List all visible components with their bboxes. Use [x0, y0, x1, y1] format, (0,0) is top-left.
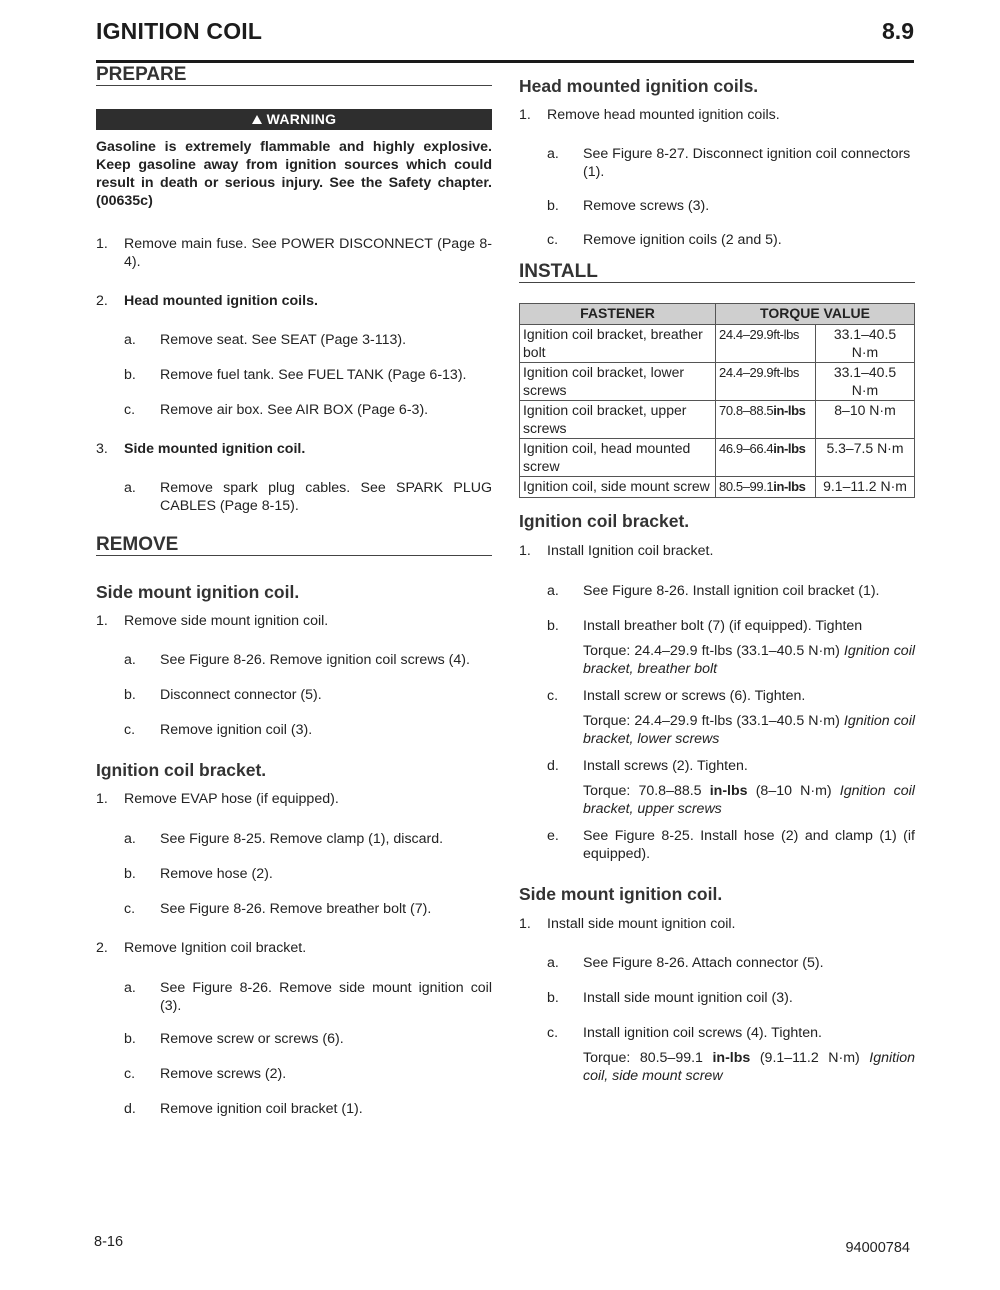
- remove-bracket-heading: Ignition coil bracket.: [96, 760, 267, 780]
- list-item: 1. Remove EVAP hose (if equipped).: [96, 791, 339, 807]
- torque-spec: Torque: 24.4–29.9 ft-lbs (33.1–40.5 N·m) Ignition coil bracket, lower screws: [583, 712, 915, 747]
- remove-heading: REMOVE: [96, 536, 492, 556]
- table-row: Ignition coil bracket, upper screws 70.8–88.5in-lbs 8–10 N·m: [520, 401, 915, 439]
- list-item: b. Remove screw or screws (6).: [124, 1031, 344, 1047]
- column-header: TORQUE VALUE: [716, 304, 915, 325]
- torque-spec: Torque: 24.4–29.9 ft-lbs (33.1–40.5 N·m) Ignition coil bracket, breather bolt: [583, 642, 915, 677]
- right-column: [519, 66, 915, 1085]
- document-number: 94000784: [845, 1240, 910, 1256]
- list-item: b. Remove fuel tank. See FUEL TANK (Page 6-13).: [124, 367, 467, 383]
- list-item: c. Remove ignition coil (3).: [124, 722, 313, 738]
- list-item: a. See Figure 8-26. Remove ignition coil screws (4).: [124, 652, 470, 668]
- remove-head-mounted-heading: Head mounted ignition coils.: [519, 76, 759, 96]
- list-item: b. Install breather bolt (7) (if equipped). Tighten: [547, 617, 863, 634]
- torque-spec: Torque: 80.5–99.1 in-lbs (9.1–11.2 N·m) Ignition coil, side mount screw: [583, 1049, 916, 1084]
- list-item: d. Remove ignition coil bracket (1).: [124, 1101, 363, 1117]
- install-bracket-heading: Ignition coil bracket.: [519, 510, 690, 531]
- warning-text: Gasoline is extremely flammable and highly explosive. Keep gasoline away from ignition sources which could result in death or serious injury. See the Safety chapter. (00635c): [96, 139, 492, 209]
- list-item: 1. Install Ignition coil bracket.: [519, 542, 714, 559]
- page-header: [96, 14, 914, 63]
- list-item: 1. Install side mount ignition coil.: [519, 915, 736, 932]
- install-side-mount-heading: Side mount ignition coil.: [519, 883, 723, 904]
- table-row: Ignition coil bracket, breather bolt 24.4–29.9ft-lbs 33.1–40.5 N·m: [520, 325, 915, 363]
- list-item: a. Remove seat. See SEAT (Page 3-113).: [124, 332, 407, 348]
- list-item: e. See Figure 8-25. Install hose (2) and clamp (1) (if equipped).: [547, 827, 915, 862]
- page-number: 8-16: [94, 1234, 124, 1250]
- list-item: a. See Figure 8-26. Install ignition coil bracket (1).: [547, 582, 880, 599]
- prepare-heading: PREPARE: [96, 66, 492, 86]
- list-item: 3. Side mounted ignition coil.: [96, 441, 306, 457]
- list-item: 1. Remove main fuse. See POWER DISCONNECT (Page 8-4).: [96, 236, 492, 270]
- warning-bar: [96, 109, 492, 130]
- left-column: [96, 66, 492, 1118]
- list-item: a. See Figure 8-26. Remove side mount ignition coil (3).: [124, 980, 492, 1014]
- list-item: b. Install side mount ignition coil (3).: [547, 989, 793, 1006]
- list-item: a. See Figure 8-25. Remove clamp (1), discard.: [124, 831, 444, 847]
- list-item: a. See Figure 8-26. Attach connector (5).: [547, 954, 824, 971]
- table-row: Ignition coil, side mount screw 80.5–99.1in-lbs 9.1–11.2 N·m: [520, 477, 915, 498]
- torque-table: [519, 303, 915, 498]
- list-item: b. Disconnect connector (5).: [124, 687, 322, 703]
- table-row: Ignition coil bracket, lower screws 24.4–29.9ft-lbs 33.1–40.5 N·m: [520, 363, 915, 401]
- list-item: b. Remove screws (3).: [547, 198, 710, 214]
- list-item: 1. Remove head mounted ignition coils.: [519, 107, 780, 123]
- list-item: d. Install screws (2). Tighten.: [547, 757, 748, 774]
- list-item: a. See Figure 8-27. Disconnect ignition coil connectors (1).: [547, 146, 911, 180]
- list-item: b. Remove hose (2).: [124, 866, 273, 882]
- warning-icon: [252, 115, 262, 124]
- list-item: c. Remove screws (2).: [124, 1066, 287, 1082]
- table-header-row: [520, 304, 915, 325]
- list-item: c. Install screw or screws (6). Tighten.: [547, 687, 806, 704]
- column-header: FASTENER: [520, 304, 716, 325]
- list-item: 1. Remove side mount ignition coil.: [96, 613, 329, 629]
- list-item: 2. Head mounted ignition coils.: [96, 293, 318, 309]
- warning-label: WARNING: [266, 111, 337, 127]
- torque-spec: Torque: 70.8–88.5 in-lbs (8–10 N·m) Ignition coil bracket, upper screws: [583, 782, 915, 817]
- list-item: c. Remove air box. See AIR BOX (Page 6-3).: [124, 402, 429, 418]
- table-row: Ignition coil, head mounted screw 46.9–66.4in-lbs 5.3–7.5 N·m: [520, 439, 915, 477]
- page-title: IGNITION COIL: [96, 18, 263, 44]
- list-item: a. Remove spark plug cables. See SPARK PLUG CABLES (Page 8-15).: [124, 480, 492, 514]
- list-item: 2. Remove Ignition coil bracket.: [96, 940, 307, 956]
- install-heading: INSTALL: [519, 263, 915, 283]
- remove-side-mount-heading: Side mount ignition coil.: [96, 582, 300, 602]
- section-number: 8.9: [882, 18, 914, 44]
- list-item: c. See Figure 8-26. Remove breather bolt (7).: [124, 901, 432, 917]
- list-item: c. Remove ignition coils (2 and 5).: [547, 232, 782, 248]
- list-item: c. Install ignition coil screws (4). Tighten.: [547, 1024, 822, 1041]
